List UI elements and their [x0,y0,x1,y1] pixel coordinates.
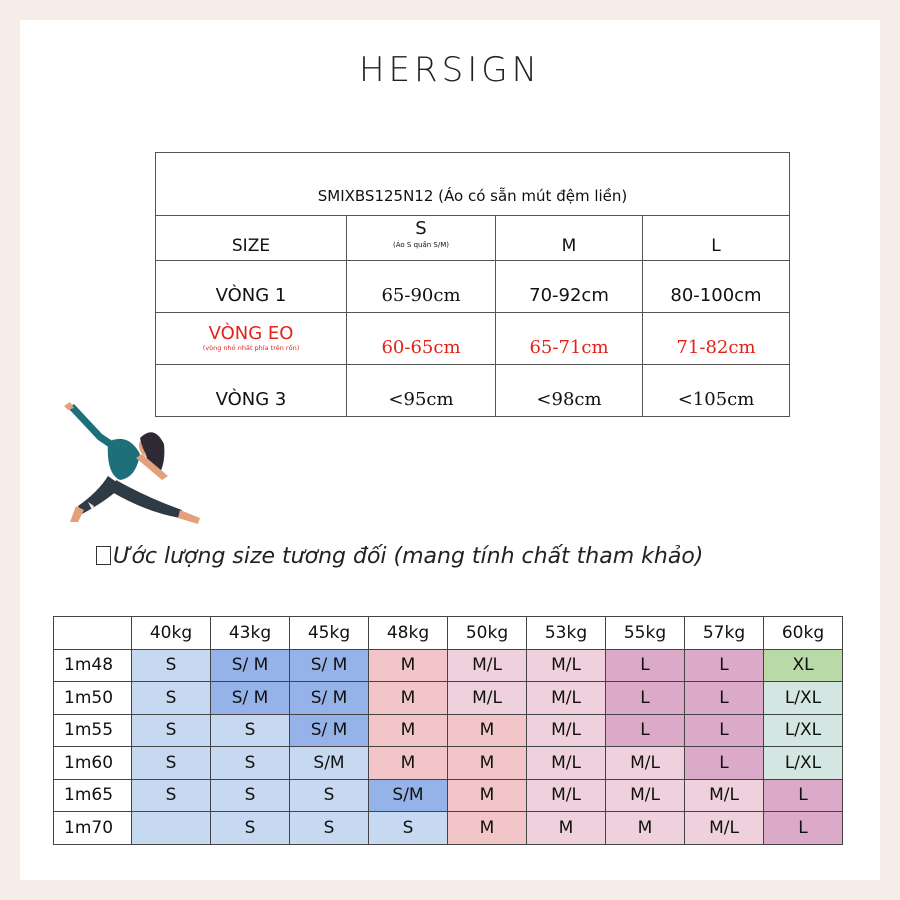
size-cell: M/L [685,779,764,812]
size-cell: M/L [527,682,606,715]
weight-header: 48kg [369,617,448,650]
size-s-note: (Áo S quần S/M) [393,241,449,249]
weight-header: 53kg [527,617,606,650]
size-cell: M/L [448,682,527,715]
vongeo-note: (vòng nhỏ nhất phía trên rốn) [202,344,300,353]
vongeo-s: 60-65cm [347,313,496,365]
size-cell: M/L [606,779,685,812]
size-cell: M [448,747,527,780]
corner-cell [54,617,132,650]
estimate-row [54,649,843,682]
size-cell: L [685,714,764,747]
weight-header: 45kg [290,617,369,650]
vong1-s: 65-90cm [347,261,496,313]
vong3-m: <98cm [496,365,643,417]
estimate-row [54,682,843,715]
vongeo-m: 65-71cm [496,313,643,365]
size-cell: S/ M [211,649,290,682]
row-label-vong3: VÒNG 3 [156,365,347,417]
size-cell: L [606,714,685,747]
height-label: 1m70 [54,812,132,845]
height-label: 1m55 [54,714,132,747]
height-label: 1m60 [54,747,132,780]
row-label-vongeo [156,313,347,365]
height-label: 1m50 [54,682,132,715]
size-cell: S [290,812,369,845]
vong1-m: 70-92cm [496,261,643,313]
size-cell: M/L [527,649,606,682]
size-cell: L [606,682,685,715]
vongeo-label: VÒNG EO [208,323,294,345]
size-cell: S [211,779,290,812]
size-cell: S/ M [290,714,369,747]
size-cell: XL [764,649,843,682]
height-label: 1m48 [54,649,132,682]
weight-header: 60kg [764,617,843,650]
size-cell: M [527,812,606,845]
size-cell: S [211,747,290,780]
size-cell: L/XL [764,682,843,715]
estimate-row [54,714,843,747]
size-cell: S/M [290,747,369,780]
size-col-m: M [496,216,643,261]
vong3-s: <95cm [347,365,496,417]
size-cell: S [132,747,211,780]
size-cell: S [211,812,290,845]
size-cell: M [369,714,448,747]
size-cell: S [132,779,211,812]
placeholder-box-icon [96,546,111,565]
size-cell: S [290,779,369,812]
size-cell: M [369,747,448,780]
size-cell: M/L [606,747,685,780]
yoga-woman-stretching-icon [58,402,208,532]
vong3-l: <105cm [643,365,790,417]
size-cell: M/L [685,812,764,845]
size-cell: L [606,649,685,682]
weight-header: 40kg [132,617,211,650]
estimate-row [54,779,843,812]
size-cell: M/L [527,714,606,747]
weight-header: 57kg [685,617,764,650]
vong1-l: 80-100cm [643,261,790,313]
size-cell: L [685,682,764,715]
size-cell: M [448,812,527,845]
weight-header: 55kg [606,617,685,650]
estimate-row [54,747,843,780]
estimate-title-row [96,544,703,569]
weight-header: 50kg [448,617,527,650]
size-cell: L/XL [764,747,843,780]
size-estimate-grid [53,616,843,845]
size-cell: M [448,779,527,812]
size-cell: M [369,649,448,682]
size-cell: M/L [527,779,606,812]
size-col-l: L [643,216,790,261]
size-cell: S [132,682,211,715]
size-cell: S/ M [290,682,369,715]
size-table [155,152,790,417]
size-cell: L [685,747,764,780]
size-cell: M [369,682,448,715]
size-cell: M [606,812,685,845]
row-label-vong1: VÒNG 1 [156,261,347,313]
height-label: 1m65 [54,779,132,812]
size-cell: S [132,649,211,682]
weight-header-row [54,617,843,650]
product-code: SMIXBS125N12 (Áo có sẵn mút đệm liền) [156,153,790,216]
size-cell: S/ M [211,682,290,715]
size-cell: L [764,779,843,812]
size-cell: M/L [448,649,527,682]
size-cell: L/XL [764,714,843,747]
size-cell: L [764,812,843,845]
size-cell [132,812,211,845]
size-cell: L [685,649,764,682]
size-cell: M [448,714,527,747]
size-cell: S/M [369,779,448,812]
size-header: SIZE [156,216,347,261]
brand-logo: HERSIGN [358,50,542,90]
size-cell: M/L [527,747,606,780]
estimate-row [54,812,843,845]
weight-header: 43kg [211,617,290,650]
size-cell: S/ M [290,649,369,682]
size-cell: S [211,714,290,747]
vongeo-l: 71-82cm [643,313,790,365]
estimate-title: Ước lượng size tương đối (mang tính chất tham khảo) [113,544,704,569]
size-col-s [347,216,496,261]
size-cell: S [132,714,211,747]
size-cell: S [369,812,448,845]
size-s-label: S [415,218,427,239]
